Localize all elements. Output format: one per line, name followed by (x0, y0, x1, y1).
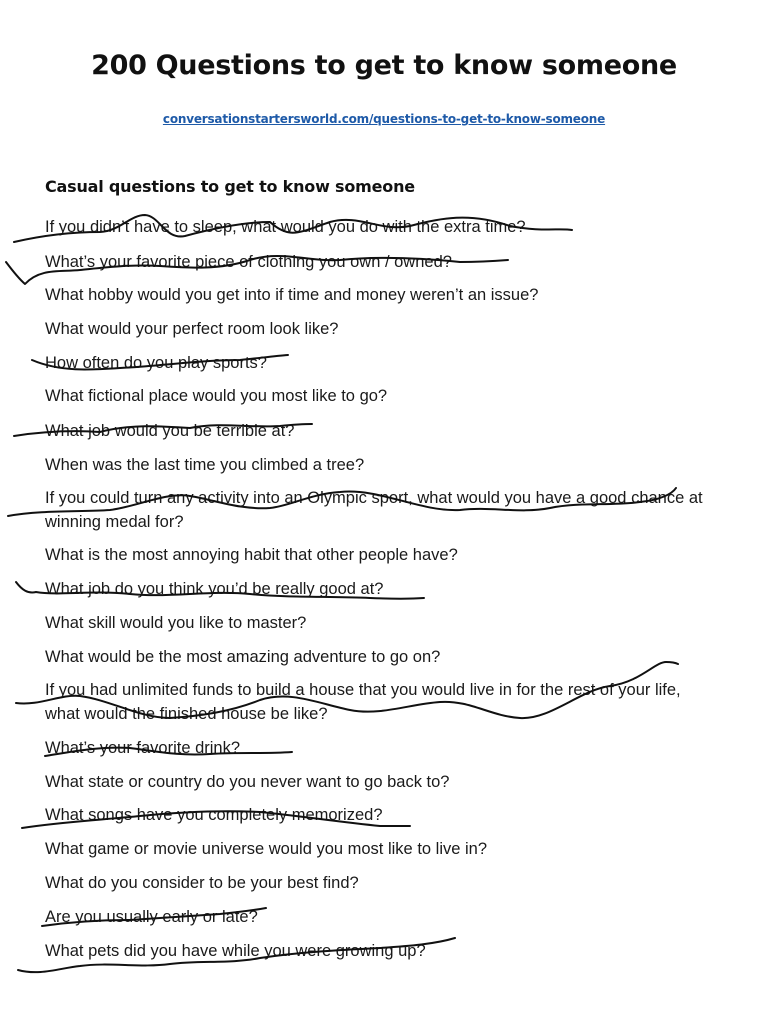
question-item: Are you usually early or late? (45, 908, 258, 926)
question-item: What fictional place would you most like to go? (45, 387, 388, 405)
question-item: What pets did you have while you were growing up? (45, 942, 426, 960)
question-item: What skill would you like to master? (45, 614, 307, 632)
page-title: 200 Questions to get to know someone (91, 50, 677, 81)
question-item: What state or country do you never want to go back to? (45, 773, 450, 791)
question-item: How often do you play sports? (45, 354, 267, 372)
question-item: What would your perfect room look like? (45, 320, 339, 338)
question-item: When was the last time you climbed a tree? (45, 456, 365, 474)
question-item: What’s your favorite drink? (45, 739, 241, 757)
question-item: What game or movie universe would you most like to live in? (45, 840, 488, 858)
question-item: If you had unlimited funds to build a house that you would live in for the rest of your life, what would the finished house be like? (45, 681, 681, 723)
question-item: What’s your favorite piece of clothing you own / owned? (45, 253, 452, 271)
question-item: What do you consider to be your best find? (45, 874, 359, 892)
question-item: What would be the most amazing adventure to go on? (45, 648, 441, 666)
question-item: What job do you think you’d be really good at? (45, 580, 384, 598)
question-item: What hobby would you get into if time and money weren’t an issue? (45, 286, 539, 304)
section-heading: Casual questions to get to know someone (45, 177, 415, 196)
question-item: If you could turn any activity into an Olympic sport, what would you have a good chance at winning medal for? (45, 489, 703, 531)
question-item: What is the most annoying habit that other people have? (45, 546, 458, 564)
question-item: What job would you be terrible at? (45, 422, 295, 440)
question-item: What songs have you completely memorized? (45, 806, 383, 824)
source-link[interactable]: conversationstartersworld.com/questions-to-get-to-know-someone (162, 112, 606, 126)
question-item: If you didn’t have to sleep, what would you do with the extra time? (45, 218, 526, 236)
